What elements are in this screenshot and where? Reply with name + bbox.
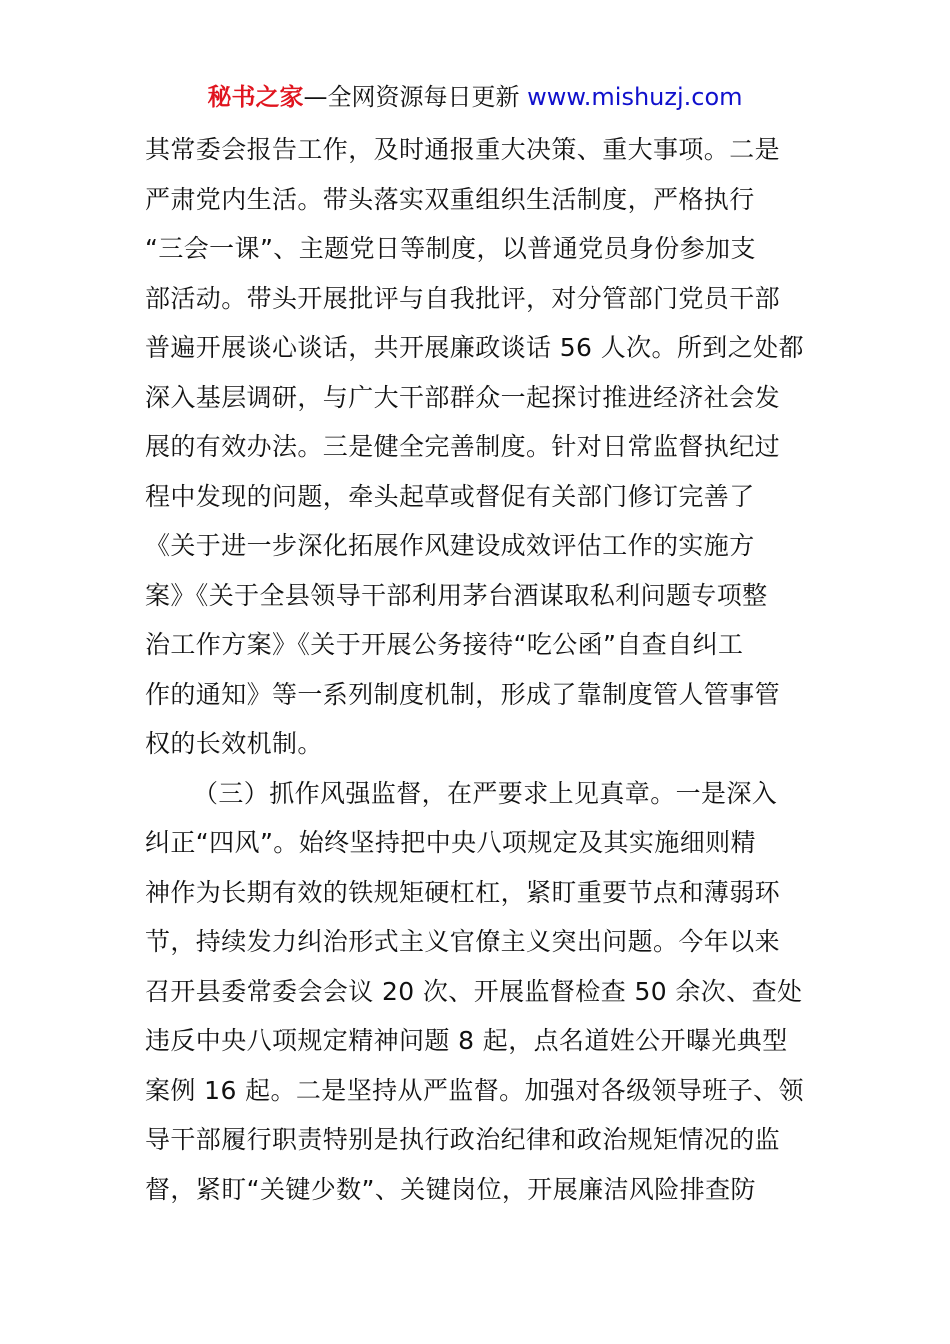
document-body <box>145 125 815 1214</box>
text-line: 权的长效机制。 <box>145 729 323 758</box>
text-line: （三）抓作风强监督，在严要求上见真章。一是深入 <box>193 778 778 808</box>
text-line: 召开县委常委会会议 20 次、开展监督检查 50 余次、查处 <box>145 976 803 1006</box>
page-header <box>0 80 950 114</box>
text-line: 导干部履行职责特别是执行政治纪律和政治规矩情况的监 <box>145 1125 781 1154</box>
text-line: 深入基层调研，与广大干部群众一起探讨推进经济社会发 <box>145 382 781 412</box>
text-line: 督，紧盯“关键少数”、关键岗位，开展廉洁风险排查防 <box>145 1174 756 1204</box>
text-line: 违反中央八项规定精神问题 8 起，点名道姓公开曝光典型 <box>145 1026 788 1055</box>
text-line: 神作为长期有效的铁规矩硬杠杠，紧盯重要节点和薄弱环 <box>145 877 781 907</box>
text-line: 程中发现的问题，牵头起草或督促有关部门修订完善了 <box>145 481 755 511</box>
text-line: 治工作方案》《关于开展公务接待“吃公函”自查自纠工 <box>145 630 744 659</box>
header-brand: 秘书之家 <box>207 83 304 111</box>
text-line: “三会一课”、主题党日等制度，以普通党员身份参加支 <box>145 234 756 263</box>
text-line: 部活动。带头开展批评与自我批评，对分管部门党员干部 <box>145 283 781 313</box>
header-site-link[interactable]: www.mishuzj.com <box>527 83 743 111</box>
text-line: 案》《关于全县领导干部利用茅台酒谋取私利问题专项整 <box>145 580 768 610</box>
text-line: 其常委会报告工作，及时通报重大决策、重大事项。二是 <box>145 135 781 164</box>
text-line: 严肃党内生活。带头落实双重组织生活制度，严格执行 <box>145 184 755 214</box>
text-line: 纠正“四风”。始终坚持把中央八项规定及其实施细则精 <box>145 828 756 857</box>
text-line: 作的通知》等一系列制度机制，形成了靠制度管人管事管 <box>145 679 781 709</box>
text-line: 《关于进一步深化拓展作风建设成效评估工作的实施方 <box>145 531 755 560</box>
text-line: 案例 16 起。二是坚持从严监督。加强对各级领导班子、领 <box>145 1075 804 1105</box>
text-line: 普遍开展谈心谈话，共开展廉政谈话 56 人次。所到之处都 <box>145 333 804 362</box>
header-slogan: —全网资源每日更新 <box>303 83 528 111</box>
text-line: 展的有效办法。三是健全完善制度。针对日常监督执纪过 <box>145 432 781 461</box>
text-line: 节，持续发力纠治形式主义官僚主义突出问题。今年以来 <box>145 927 781 956</box>
